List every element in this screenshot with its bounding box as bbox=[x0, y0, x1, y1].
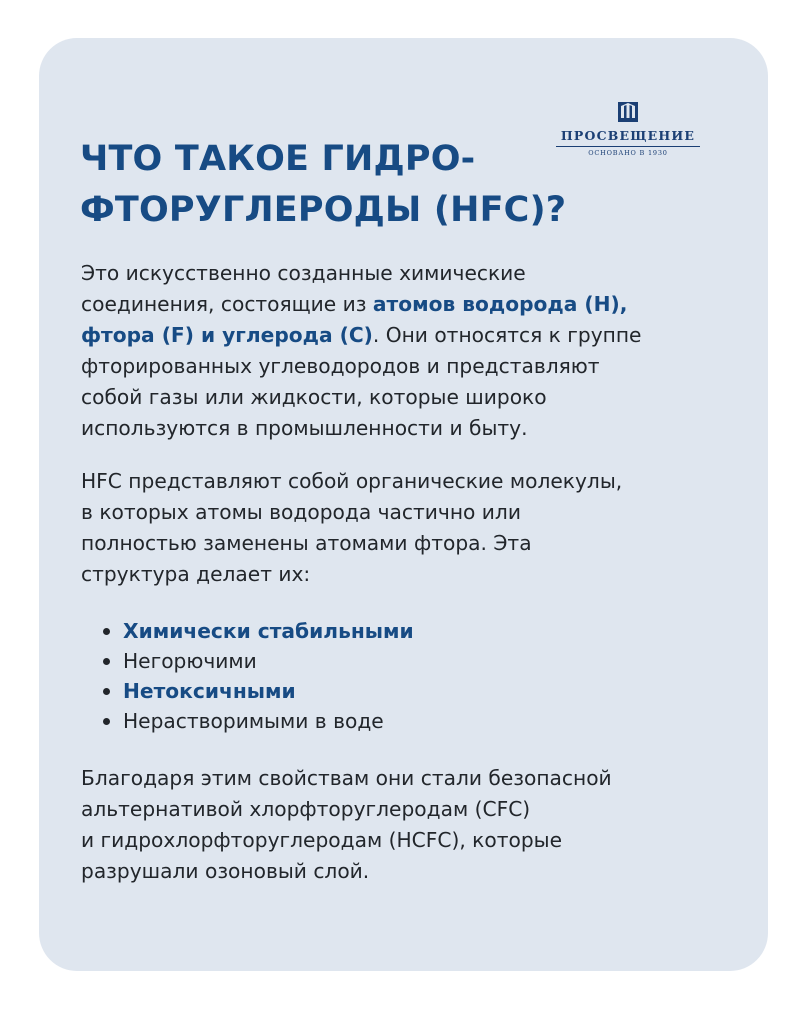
paragraph-line bbox=[81, 289, 741, 320]
paragraph-line: собой газы или жидкости, которые широко bbox=[81, 385, 547, 409]
paragraph-text: . Они относятся к группе bbox=[372, 323, 642, 347]
structure-paragraph bbox=[81, 466, 741, 590]
paragraph-line: фторированных углеводородов и представляют bbox=[81, 354, 600, 378]
paragraph-line: в которых атомы водорода частично или bbox=[81, 500, 521, 524]
publisher-subtitle: ОСНОВАНО В 1930 bbox=[588, 149, 668, 157]
bullet-icon bbox=[103, 628, 110, 635]
definition-paragraph bbox=[81, 258, 741, 444]
paragraph-line: полностью заменены атомами фтора. Эта bbox=[81, 531, 532, 555]
title-line-2: ФТОРУГЛЕРОДЫ (HFC)? bbox=[80, 190, 567, 230]
list-item bbox=[100, 646, 414, 676]
paragraph-line: используются в промышленности и быту. bbox=[81, 416, 528, 440]
paragraph-text: соединения, состоящие из bbox=[81, 292, 373, 316]
title-line-1: ЧТО ТАКОЕ ГИДРО- bbox=[80, 139, 476, 179]
paragraph-line: Это искусственно созданные химические bbox=[81, 261, 526, 285]
publisher-name: ПРОСВЕЩЕНИЕ bbox=[560, 128, 696, 143]
paragraph-line: Благодаря этим свойствам они стали безопасной bbox=[81, 766, 612, 790]
list-item bbox=[100, 706, 414, 736]
list-item-label: Негорючими bbox=[123, 649, 257, 673]
page-title bbox=[80, 134, 600, 236]
properties-list bbox=[100, 616, 414, 736]
paragraph-line: структура делает их: bbox=[81, 562, 311, 586]
bullet-icon bbox=[103, 658, 110, 665]
list-item-label: Химически стабильными bbox=[123, 619, 414, 643]
conclusion-paragraph bbox=[81, 763, 741, 887]
paragraph-line: и гидрохлорфторуглеродам (HCFC), которые bbox=[81, 828, 563, 852]
list-item bbox=[100, 676, 414, 706]
list-item-label: Нерастворимыми в воде bbox=[123, 709, 384, 733]
paragraph-line: разрушали озоновый слой. bbox=[81, 859, 370, 883]
highlight-atoms: фтора (F) и углерода (C) bbox=[81, 323, 373, 347]
paragraph-line: альтернативой хлорфторуглеродам (CFC) bbox=[81, 797, 531, 821]
bullet-icon bbox=[103, 688, 110, 695]
publisher-logo-icon bbox=[617, 101, 639, 123]
list-item-label: Нетоксичными bbox=[123, 679, 296, 703]
list-item bbox=[100, 616, 414, 646]
highlight-atoms: атомов водорода (H), bbox=[372, 292, 628, 316]
paragraph-line bbox=[81, 320, 741, 351]
paragraph-line: HFC представляют собой органические молекулы, bbox=[81, 469, 623, 493]
bullet-icon bbox=[103, 718, 110, 725]
